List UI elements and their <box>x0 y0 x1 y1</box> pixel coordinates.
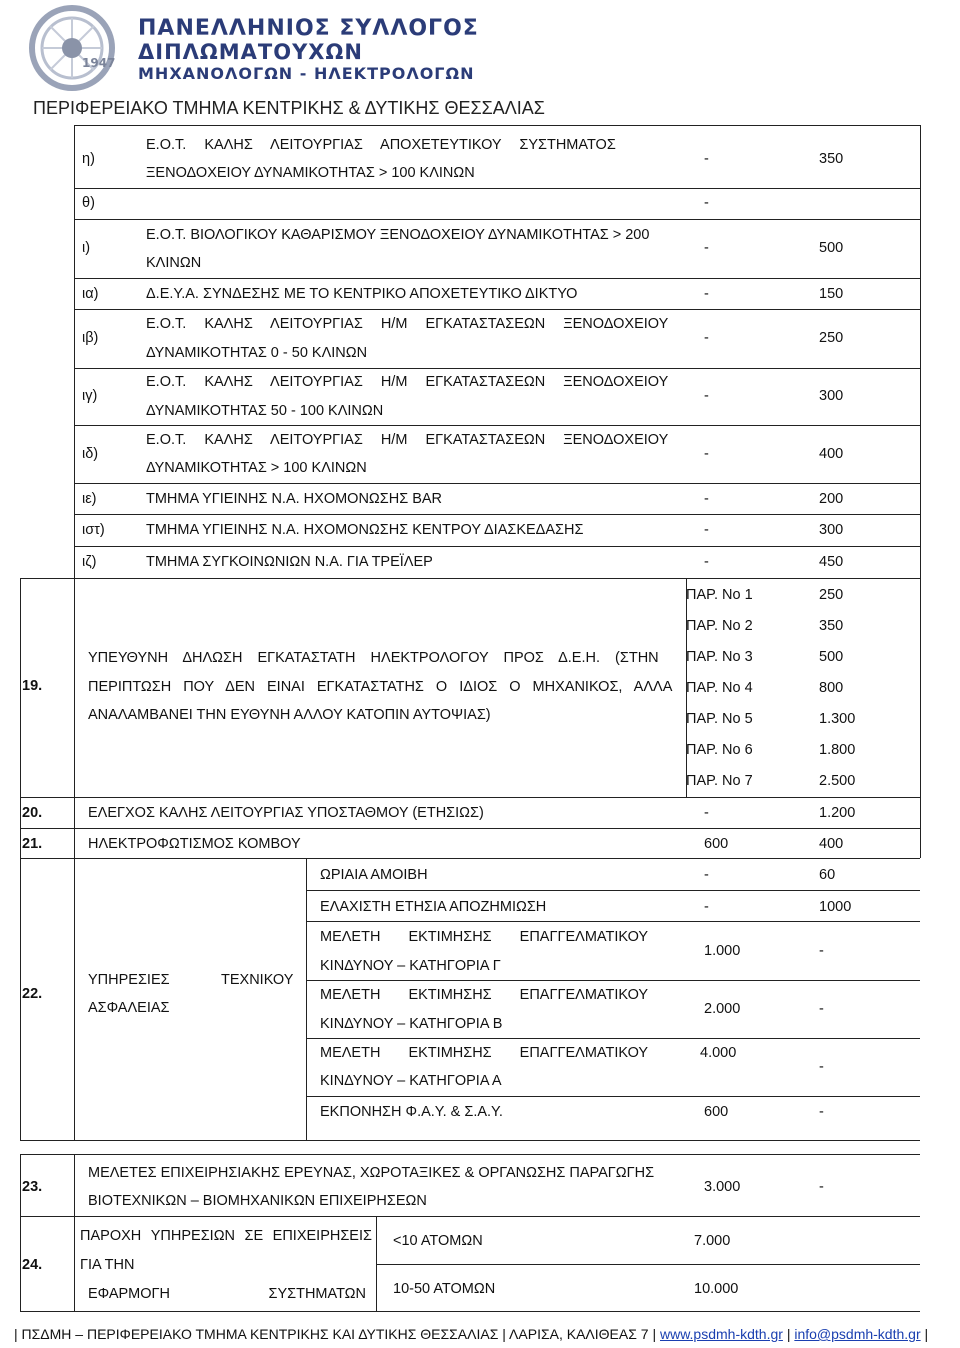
row-col1: - <box>704 446 709 462</box>
item-desc-line1: ΜΕΛΕΤΕΣ ΕΠΙΧΕΙΡΗΣΙΑΚΗΣ ΕΡΕΥΝΑΣ, ΧΩΡΟΤΑΞΙΚΕΣ & ΟΡΓΑΝΩΣΗΣ ΠΑΡΑΓΩΓΗΣ <box>88 1165 655 1181</box>
row-label: η) <box>82 151 95 167</box>
row-desc-line1: ΤΜΗΜΑ ΥΓΙΕΙΝΗΣ Ν.Α. ΗΧΟΜΟΝΩΣΗΣ BAR <box>146 491 443 507</box>
item-desc-line3: ΑΝΑΛΑΜΒΑΝΕΙ ΤΗΝ ΕΥΘΥΝΗ ΑΛΛΟΥ ΚΑΤΟΠΙΝ ΑΥΤΟΨΙΑΣ) <box>88 707 491 723</box>
par-value: 350 <box>819 618 844 634</box>
sub-desc: ΕΚΠΟΝΗΣΗ Φ.Α.Υ. & Σ.Α.Υ. <box>320 1104 503 1120</box>
item-col2: - <box>819 1179 824 1195</box>
row-col2: 250 <box>819 330 844 346</box>
row-col1: - <box>704 240 709 256</box>
item-title-line2: ΑΣΦΑΛΕΙΑΣ <box>88 1000 170 1016</box>
sub-col1: - <box>704 899 709 915</box>
row-label: ια) <box>82 286 99 302</box>
row-col2: 300 <box>819 522 844 538</box>
par-value: 500 <box>819 649 844 665</box>
row-label: θ) <box>82 195 95 211</box>
row-col1: - <box>704 491 709 507</box>
sub-col2: 1000 <box>819 899 852 915</box>
par-value: 1.300 <box>819 711 856 727</box>
item-col2: 1.200 <box>819 805 856 821</box>
sub-desc: ΕΛΑΧΙΣΤΗ ΕΤΗΣΙΑ ΑΠΟΖΗΜΙΩΣΗ <box>320 899 547 915</box>
par-label: ΠΑΡ. Νο 6 <box>686 742 753 758</box>
sub-desc-line1: ΜΕΛΕΤΗ ΕΚΤΙΜΗΣΗΣ ΕΠΑΓΓΕΛΜΑΤΙΚΟΥ <box>320 929 649 945</box>
item-col2: 400 <box>819 836 844 852</box>
item-number: 24. <box>22 1257 43 1273</box>
par-label: ΠΑΡ. Νο 4 <box>686 680 753 696</box>
item-title-word1: ΥΠΗΡΕΣΙΕΣ <box>88 972 170 988</box>
row-label: ιγ) <box>82 388 98 404</box>
item-col1: 600 <box>704 836 729 852</box>
row-desc-line1: ΤΜΗΜΑ ΣΥΓΚΟΙΝΩΝΙΩΝ Ν.Α. ΓΙΑ ΤΡΕΪΛΕΡ <box>146 554 433 570</box>
row-col1: - <box>704 554 709 570</box>
row-col1: - <box>704 151 709 167</box>
row-desc-line2: ΔΥΝΑΜΙΚΟΤΗΤΑΣ 50 - 100 ΚΛΙΝΩΝ <box>146 403 384 419</box>
row-desc-line1: Ε.Ο.Τ. ΚΑΛΗΣ ΛΕΙΤΟΥΡΓΙΑΣ Η/Μ ΕΓΚΑΤΑΣΤΑΣΕΩΝ ΞΕΝΟΔΟΧΕΙΟΥ <box>146 374 669 390</box>
row-col2: 350 <box>819 151 844 167</box>
sub-col2: - <box>819 1104 824 1120</box>
footer-sep: | <box>652 1326 657 1342</box>
row-label: ιζ) <box>82 554 97 570</box>
item-col1: 3.000 <box>704 1179 741 1195</box>
row-col1: - <box>704 195 709 211</box>
par-label: ΠΑΡ. Νο 2 <box>686 618 753 634</box>
row-col2: 400 <box>819 446 844 462</box>
par-label: ΠΑΡ. Νο 7 <box>686 773 753 789</box>
row-desc-line1: Ε.Ο.Τ. ΚΑΛΗΣ ΛΕΙΤΟΥΡΓΙΑΣ Η/Μ ΕΓΚΑΤΑΣΤΑΣΕΩΝ ΞΕΝΟΔΟΧΕΙΟΥ <box>146 316 669 332</box>
size-label: 10-50 ΑΤΟΜΩΝ <box>393 1281 496 1297</box>
par-value: 1.800 <box>819 742 856 758</box>
footer-address: ΛΑΡΙΣΑ, ΚΑΛΙΘΕΑΣ 7 <box>509 1326 649 1342</box>
par-label: ΠΑΡ. Νο 3 <box>686 649 753 665</box>
par-value: 800 <box>819 680 844 696</box>
sub-desc-line2: ΚΙΝΔΥΝΟΥ – ΚΑΤΗΓΟΡΙΑ Β <box>320 1016 503 1032</box>
sub-desc-line2: ΚΙΝΔΥΝΟΥ – ΚΑΤΗΓΟΡΙΑ Γ <box>320 958 501 974</box>
region-title: ΠΕΡΙΦΕΡΕΙΑΚΟ ΤΜΗΜΑ ΚΕΝΤΡΙΚΗΣ & ΔΥΤΙΚΗΣ ΘΕΣΣΑΛΙΑΣ <box>33 98 545 118</box>
size-label: <10 ΑΤΟΜΩΝ <box>393 1233 483 1249</box>
item-desc-line1: ΠΑΡΟΧΗ ΥΠΗΡΕΣΙΩΝ ΣΕ ΕΠΙΧΕΙΡΗΣΕΙΣ <box>80 1228 372 1244</box>
row-desc-line1: Ε.Ο.Τ. ΚΑΛΗΣ ΛΕΙΤΟΥΡΓΙΑΣ ΑΠΟΧΕΤΕΥΤΙΚΟΥ ΣΥΣΤΗΜΑΤΟΣ <box>146 137 616 153</box>
row-desc-line1: Ε.Ο.Τ. ΒΙΟΛΟΓΙΚΟΥ ΚΑΘΑΡΙΣΜΟΥ ΞΕΝΟΔΟΧΕΙΟΥ ΔΥΝΑΜΙΚΟΤΗΤΑΣ > 200 <box>146 227 650 243</box>
row-label: ιβ) <box>82 330 99 346</box>
item-desc-line2: ΠΕΡΙΠΤΩΣΗ ΠΟΥ ΔΕΝ ΕΙΝΑΙ ΕΓΚΑΤΑΣΤΑΤΗΣ Ο ΙΔΙΟΣ Ο ΜΗΧΑΝΙΚΟΣ, ΑΛΛΑ <box>88 679 673 695</box>
item-desc: ΗΛΕΚΤΡΟΦΩΤΙΣΜΟΣ ΚΟΜΒΟΥ <box>88 836 301 852</box>
footer-sep: | <box>786 1326 791 1342</box>
par-value: 250 <box>819 587 844 603</box>
footer-sep: | <box>14 1326 18 1342</box>
row-desc-line1: ΤΜΗΜΑ ΥΓΙΕΙΝΗΣ Ν.Α. ΗΧΟΜΟΝΩΣΗΣ ΚΕΝΤΡΟΥ ΔΙΑΣΚΕΔΑΣΗΣ <box>146 522 584 538</box>
row-col1: - <box>704 330 709 346</box>
website-link[interactable]: www.psdmh-kdth.gr <box>659 1326 783 1342</box>
par-label: ΠΑΡ. Νο 5 <box>686 711 753 727</box>
row-desc-line2: ΚΛΙΝΩΝ <box>146 255 202 271</box>
org-name-line3: ΜΗΧΑΝΟΛΟΓΩΝ - ΗΛΕΚΤΡΟΛΟΓΩΝ <box>138 64 475 83</box>
row-desc-line1: Ε.Ο.Τ. ΚΑΛΗΣ ΛΕΙΤΟΥΡΓΙΑΣ Η/Μ ΕΓΚΑΤΑΣΤΑΣΕΩΝ ΞΕΝΟΔΟΧΕΙΟΥ <box>146 432 669 448</box>
item-number: 21. <box>22 836 43 852</box>
row-col2: 200 <box>819 491 844 507</box>
sub-col1: 1.000 <box>704 943 741 959</box>
row-col2: 450 <box>819 554 844 570</box>
row-col1: - <box>704 522 709 538</box>
sub-desc-line1: ΜΕΛΕΤΗ ΕΚΤΙΜΗΣΗΣ ΕΠΑΓΓΕΛΜΑΤΙΚΟΥ <box>320 987 649 1003</box>
sub-desc-line2: ΚΙΝΔΥΝΟΥ – ΚΑΤΗΓΟΡΙΑ Α <box>320 1073 502 1089</box>
sub-col2: - <box>819 1059 824 1075</box>
item-desc-line3: ΕΦΑΡΜΟΓΗ ΣΥΣΤΗΜΑΤΩΝ <box>88 1286 366 1302</box>
item-desc: ΕΛΕΓΧΟΣ ΚΑΛΗΣ ΛΕΙΤΟΥΡΓΙΑΣ ΥΠΟΣΤΑΘΜΟΥ (ΕΤΗΣΙΩΣ) <box>88 805 484 821</box>
sub-desc: ΩΡΙΑΙΑ ΑΜΟΙΒΗ <box>320 867 428 883</box>
row-desc-line2: ΔΥΝΑΜΙΚΟΤΗΤΑΣ 0 - 50 ΚΛΙΝΩΝ <box>146 345 368 361</box>
row-col1: - <box>704 388 709 404</box>
logo-emblem <box>20 4 124 92</box>
item-number: 23. <box>22 1179 43 1195</box>
item-title-word2: ΤΕΧΝΙΚΟΥ <box>221 972 294 988</box>
footer-sep: | <box>924 1326 929 1342</box>
par-value: 2.500 <box>819 773 856 789</box>
item-number: 22. <box>22 986 43 1002</box>
row-desc-line1: Δ.Ε.Υ.Α. ΣΥΝΔΕΣΗΣ ΜΕ ΤΟ ΚΕΝΤΡΙΚΟ ΑΠΟΧΕΤΕΥΤΙΚΟ ΔΙΚΤΥΟ <box>146 286 578 302</box>
row-label: ιδ) <box>82 446 99 462</box>
row-desc-line2: ΞΕΝΟΔΟΧΕΙΟΥ ΔΥΝΑΜΙΚΟΤΗΤΑΣ > 100 ΚΛΙΝΩΝ <box>146 165 475 181</box>
org-name-line2: ΔΙΠΛΩΜΑΤΟΥΧΩΝ <box>138 40 363 64</box>
row-col2: 300 <box>819 388 844 404</box>
par-label: ΠΑΡ. Νο 1 <box>686 587 753 603</box>
sub-col1: 600 <box>704 1104 729 1120</box>
row-label: ιε) <box>82 491 97 507</box>
sub-col1: 2.000 <box>704 1001 741 1017</box>
item-number: 20. <box>22 805 43 821</box>
sub-col1: 4.000 <box>700 1045 737 1061</box>
item-number: 19. <box>22 678 43 694</box>
row-desc-line2: ΔΥΝΑΜΙΚΟΤΗΤΑΣ > 100 ΚΛΙΝΩΝ <box>146 460 367 476</box>
item-desc-line2: ΓΙΑ ΤΗΝ <box>80 1257 135 1273</box>
item-col1: - <box>704 805 709 821</box>
page-footer <box>14 1326 928 1342</box>
footer-sep: | <box>502 1326 506 1342</box>
footer-org: ΠΣΔΜΗ – ΠΕΡΙΦΕΡΕΙΑΚΟ ΤΜΗΜΑ ΚΕΝΤΡΙΚΗΣ ΚΑΙ ΔΥΤΙΚΗΣ ΘΕΣΣΑΛΙΑΣ <box>21 1326 499 1342</box>
row-col2: 150 <box>819 286 844 302</box>
row-col2: 500 <box>819 240 844 256</box>
sub-col2: - <box>819 1001 824 1017</box>
item-desc-line2: ΒΙΟΤΕΧΝΙΚΩΝ – ΒΙΟΜΗΧΑΝΙΚΩΝ ΕΠΙΧΕΙΡΗΣΕΩΝ <box>88 1193 427 1209</box>
sub-desc-line1: ΜΕΛΕΤΗ ΕΚΤΙΜΗΣΗΣ ΕΠΑΓΓΕΛΜΑΤΙΚΟΥ <box>320 1045 649 1061</box>
size-value: 7.000 <box>694 1233 731 1249</box>
row-label: ι) <box>82 240 91 256</box>
item-desc-line1: ΥΠΕΥΘΥΝΗ ΔΗΛΩΣΗ ΕΓΚΑΤΑΣΤΑΤΗ ΗΛΕΚΤΡΟΛΟΓΟΥ ΠΡΟΣ Δ.Ε.Η. (ΣΤΗΝ <box>88 650 659 666</box>
email-link[interactable]: info@psdmh-kdth.gr <box>794 1326 921 1342</box>
sub-col2: 60 <box>819 867 836 883</box>
sub-col2: - <box>819 943 824 959</box>
sub-col1: - <box>704 867 709 883</box>
logo-year: 1947 <box>82 56 116 70</box>
row-label: ιστ) <box>82 522 105 538</box>
row-col1: - <box>704 286 709 302</box>
org-name-line1: ΠΑΝΕΛΛΗΝΙΟΣ ΣΥΛΛΟΓΟΣ <box>138 16 479 41</box>
size-value: 10.000 <box>694 1281 739 1297</box>
